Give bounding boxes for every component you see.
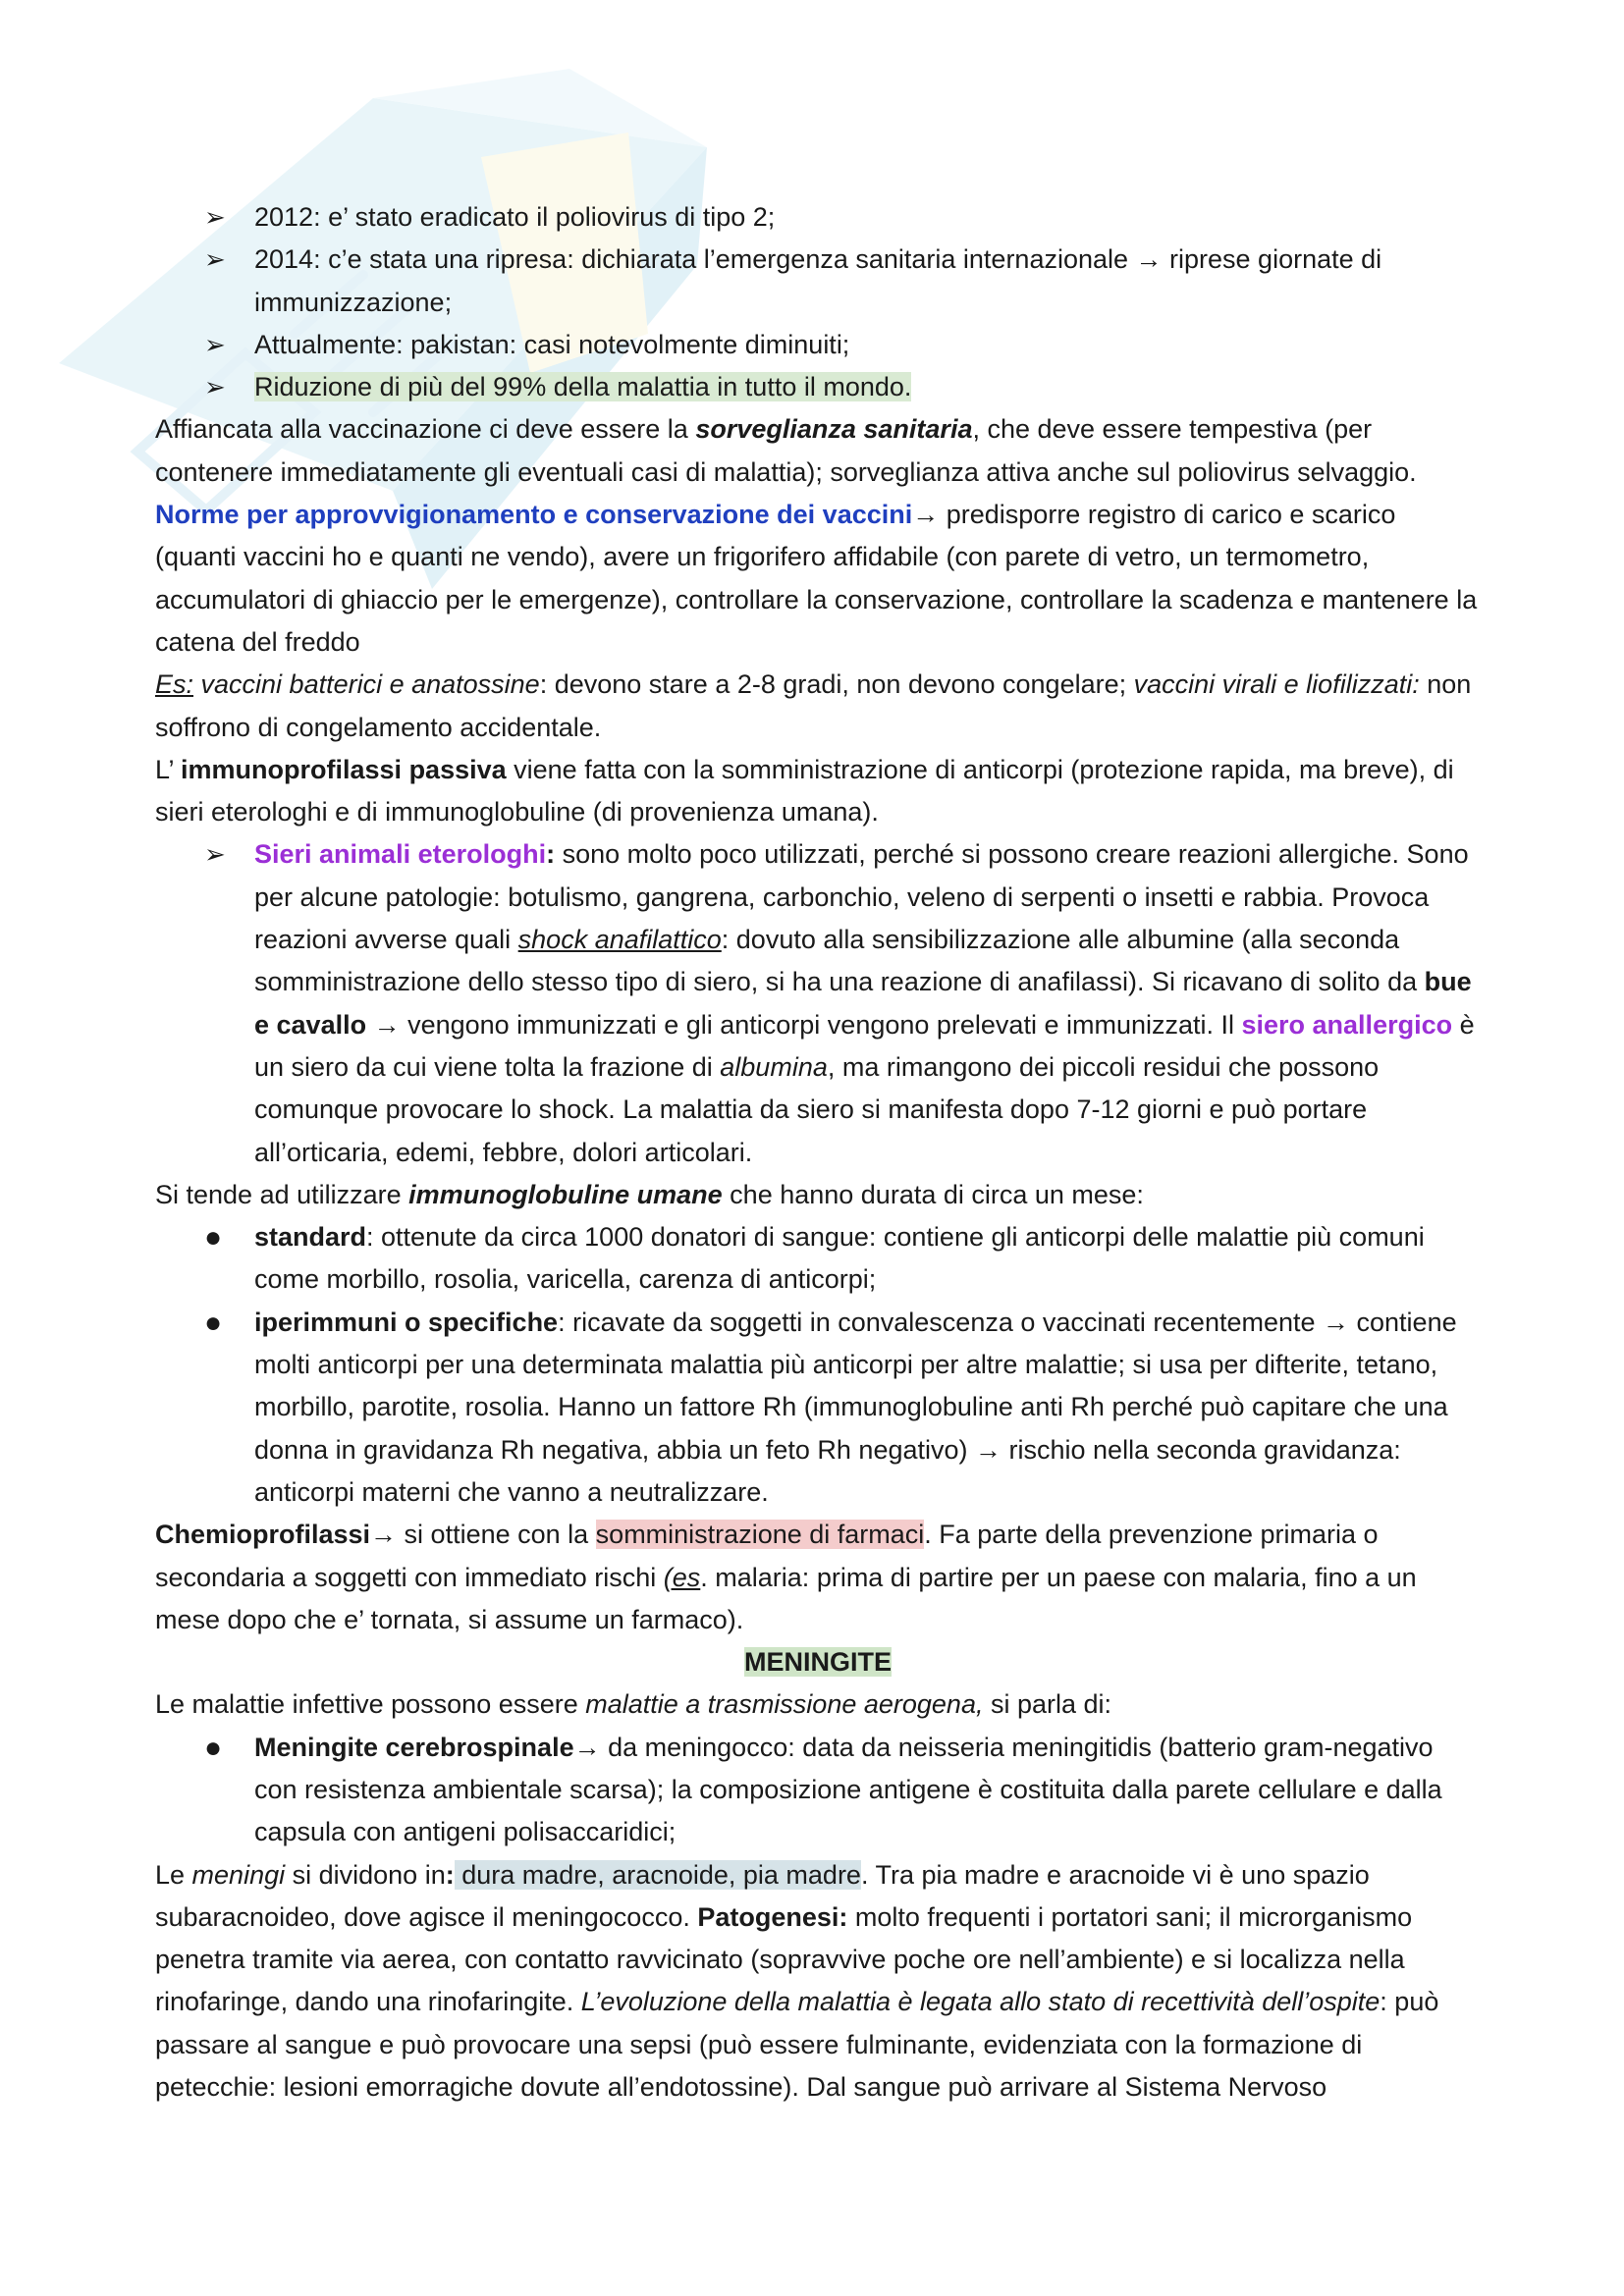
arrowhead-bullet-icon: ➢	[204, 202, 226, 232]
text-run: : ricavate da soggetti in convalescenza o vaccinati recentemente → contiene molti anticorpi per una determinata malattia più anticorpi per altre malattie; si usa per difterite, tetano, morbillo, parotite, rosolia. Hanno un fattore Rh (immunoglobuline anti Rh perché può capitare che una donna in gravidanza Rh negativa, abbia un feto Rh negativo) → rischio nella seconda gravidanza: anticorpi materni che vanno a neutralizzare.	[254, 1307, 1457, 1507]
text-run: : dovuto alla sensibilizzazione alle albumine (alla seconda somministrazione dello stesso tipo di siero, si ha una reazione di anafilassi). Si ricavano di solito da	[254, 925, 1425, 997]
highlighted-text: dura madre, aracnoide, pia madre	[454, 1859, 861, 1890]
bold-term: immunoprofilassi passiva	[181, 754, 507, 784]
section-heading	[155, 1641, 1481, 1683]
arrowhead-bullet-icon: ➢	[204, 839, 226, 870]
text-run: . Tra pia madre e aracnoide vi è uno spazio subaracnoideo, dove agisce il meningococco.	[155, 1859, 1370, 1932]
emphasis-text: immunoglobuline umane	[408, 1179, 723, 1209]
text-run: . Fa parte della prevenzione primaria o secondaria a soggetti con immediato rischi	[155, 1520, 1379, 1592]
list-item	[155, 366, 1481, 408]
paragraph-meningi	[155, 1854, 1481, 2109]
purple-term: siero anallergico	[1241, 1009, 1453, 1040]
text-run: si ottiene con la	[397, 1520, 596, 1550]
emphasis-text: sorveglianza sanitaria	[695, 414, 973, 445]
emphasis-text: vaccini batterici e anatossine	[193, 669, 540, 700]
emphasis-text: albumina	[720, 1051, 828, 1082]
document-body	[155, 196, 1481, 2109]
list-item-text: 2012: e’ stato eradicato il poliovirus di tipo 2;	[254, 202, 776, 232]
emphasis-text: malattie a trasmissione aerogena,	[585, 1689, 984, 1720]
paragraph-norme	[155, 494, 1481, 664]
bold-term: bue e cavallo	[254, 967, 1472, 1040]
section-heading-inline: Norme per approvvigionamento e conservazione dei vaccini	[155, 500, 913, 530]
list-item-text	[254, 1222, 1425, 1294]
text-run: , ma rimangono dei piccoli residui che possono comunque provocare lo shock. La malattia da siero si manifesta dopo 7-12 giorni e può portare all’orticaria, edemi, febbre, dolori articolari.	[254, 1051, 1380, 1167]
text-run: viene fatta con la somministrazione di anticorpi (protezione rapida, ma breve), di sieri eterologhi e di immunoglobuline (di provenienza umana).	[155, 754, 1454, 828]
arrowhead-bullet-icon: ➢	[204, 244, 226, 275]
list-item	[155, 833, 1481, 1173]
text-run: Affiancata alla vaccinazione ci deve essere la	[155, 414, 696, 445]
arrowhead-bullet-icon: ➢	[204, 329, 226, 359]
list-item-text	[254, 839, 1475, 1166]
list-item-text	[254, 1308, 1457, 1507]
list-item	[155, 196, 1481, 239]
bold-term: iperimmuni o specifiche	[254, 1307, 559, 1337]
emphasis-text: shock anafilattico	[517, 925, 722, 955]
text-run: , che deve essere tempestiva (per contenere immediatamente gli eventuali casi di malattia); sorveglianza attiva anche sul poliovirus selvaggio.	[155, 414, 1417, 487]
text-run: si dividono in	[285, 1859, 446, 1890]
text-run: che hanno durata di circa un mese:	[722, 1179, 1144, 1209]
purple-term: Sieri animali eterologhi	[254, 839, 547, 870]
text-run: Le	[155, 1859, 192, 1890]
bullet-dot-icon: ●	[204, 1306, 223, 1339]
text-run: sono molto poco utilizzati, perché si possono creare reazioni allergiche. Sono per alcune patologie: botulismo, gangrena, carbonchio, veleno di serpenti o insetti e rabbia. Provoca reazioni avverse quali	[254, 839, 1469, 955]
list-item	[155, 1727, 1481, 1854]
bold-term: Meningite cerebrospinale	[254, 1732, 574, 1762]
list-item-text: 2014: c’e stata una ripresa: dichiarata l’emergenza sanitaria internazionale → riprese giornate di immunizzazione;	[254, 244, 1382, 317]
text-run: :	[546, 839, 556, 870]
example-label: Es:	[155, 669, 194, 700]
text-run: Le malattie infettive possono essere	[155, 1689, 586, 1720]
text-run: è un siero da cui viene tolta la frazione di	[254, 1009, 1475, 1082]
emphasis-text: vaccini virali e liofilizzati:	[1133, 669, 1420, 700]
text-run: molto frequenti i portatori sani; il microrganismo penetra tramite via aerea, con contatto ravvicinato (sopravvive poche ore nell’ambiente) e si localizza nella rinofaringe, dando una rinofaringite.	[155, 1901, 1413, 2017]
list-item	[155, 239, 1481, 324]
text-run: . malaria: prima di partire per un paese con malaria, fino a un mese dopo che e’ tornata, si assume un farmaco).	[155, 1562, 1417, 1634]
paragraph-immunoglobuline	[155, 1174, 1481, 1216]
text-run: :	[445, 1859, 455, 1890]
text-run: Si tende ad utilizzare	[155, 1179, 409, 1209]
text-run: da meningocco: data da neisseria meningitidis (batterio gram-negativo con resistenza ambientale scarsa); la composizione antigene è costituita dalla parete cellulare e dalla capsula con antigeni polisaccaridici;	[254, 1732, 1442, 1847]
paragraph-chemioprofilassi	[155, 1514, 1481, 1641]
list-item	[155, 1302, 1481, 1514]
bullet-dot-icon: ●	[204, 1731, 223, 1764]
arrowhead-bullet-icon: ➢	[204, 372, 226, 402]
text-run: : ottenute da circa 1000 donatori di sangue: contiene gli anticorpi delle malattie più comuni come morbillo, rosolia, varicella, carenza di anticorpi;	[254, 1222, 1425, 1295]
list-item	[155, 1216, 1481, 1302]
paragraph-esempio	[155, 664, 1481, 749]
arrow-icon: →	[370, 1520, 398, 1550]
list-item-text	[254, 1733, 1442, 1847]
text-run: si parla di:	[983, 1689, 1112, 1720]
heading-meningite: MENINGITE	[743, 1647, 892, 1678]
text-run: : può passare al sangue e può provocare una sepsi (può essere fulminante, evidenziata con la formazione di petecchie: lesioni emorragiche dovute all’endotossine). Dal sangue può arrivare al Sistema Nervoso	[155, 1987, 1439, 2103]
example-label: (es	[663, 1562, 701, 1592]
arrow-icon: →	[573, 1732, 601, 1762]
list-item-text: Attualmente: pakistan: casi notevolmente diminuiti;	[254, 329, 850, 359]
bold-term: Patogenesi:	[697, 1901, 848, 1932]
emphasis-text: meningi	[191, 1859, 286, 1890]
text-run: : devono stare a 2-8 gradi, non devono congelare;	[539, 669, 1134, 700]
highlighted-text: Riduzione di più del 99% della malattia in tutto il mondo.	[254, 372, 912, 402]
text-run: non soffrono di congelamento accidentale.	[155, 669, 1472, 742]
bold-term: standard	[254, 1222, 367, 1253]
text-run: L’	[155, 754, 182, 784]
text-run: → vengono immunizzati e gli anticorpi vengono prelevati e immunizzati. Il	[366, 1009, 1242, 1040]
paragraph-malattie	[155, 1683, 1481, 1726]
paragraph-immunoprofilassi	[155, 749, 1481, 834]
emphasis-text: L’evoluzione della malattia è legata allo stato di recettività dell’ospite	[580, 1987, 1380, 2017]
bold-term: Chemioprofilassi	[155, 1520, 371, 1550]
highlighted-text: somministrazione di farmaci	[595, 1520, 925, 1550]
bullet-dot-icon: ●	[204, 1221, 223, 1255]
paragraph-sorveglianza	[155, 408, 1481, 494]
arrow-icon: →	[912, 500, 940, 530]
list-item	[155, 324, 1481, 366]
text-run: predisporre registro di carico e scarico (quanti vaccini ho e quanti ne vendo), avere un frigorifero affidabile (con parete di vetro, un termometro, accumulatori di ghiaccio per le emergenze), controllare la conservazione, controllare la scadenza e mantenere la catena del freddo	[155, 500, 1478, 657]
